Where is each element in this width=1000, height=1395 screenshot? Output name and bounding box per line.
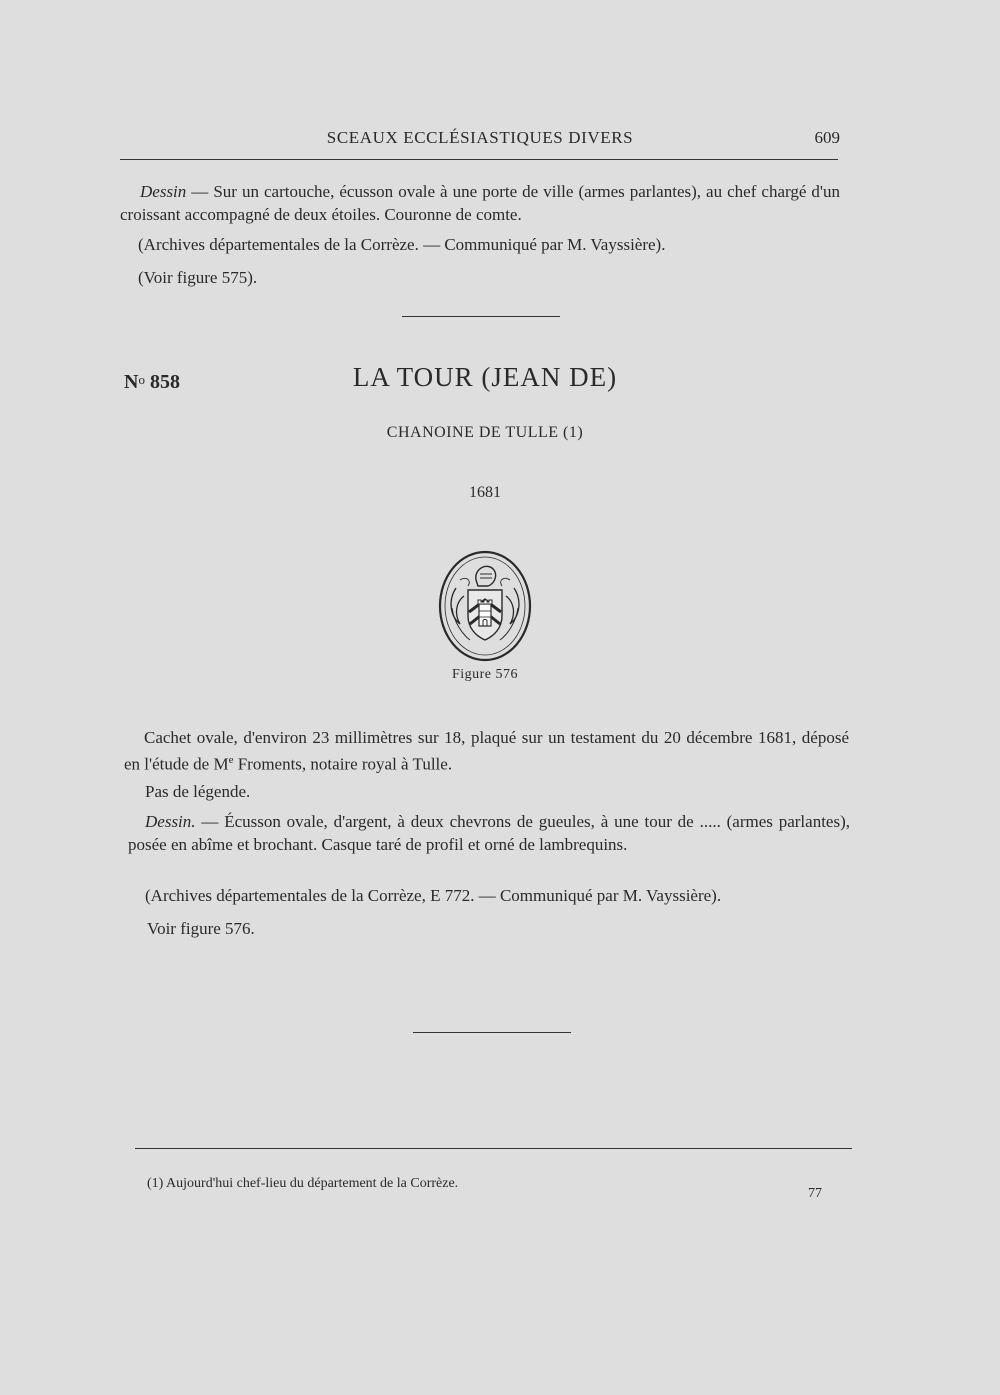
seal-illustration xyxy=(438,550,532,662)
dessin-paragraph xyxy=(128,810,850,856)
figure-reference: Voir figure 576. xyxy=(147,919,255,938)
running-title: SCEAUX ECCLÉSIASTIQUES DIVERS xyxy=(326,128,634,147)
figure-caption: Figure 576 xyxy=(451,667,519,682)
description-part-1: Cachet ovale, d'environ 23 millimètres sur 18, plaqué sur un testament du 20 décembre 1681, déposé en l'étude de M xyxy=(124,728,849,774)
page-number: 609 xyxy=(814,128,840,147)
entry-number-value: 858 xyxy=(144,371,180,393)
legend-note: Pas de légende. xyxy=(145,782,251,801)
previous-figure-reference: (Voir figure 575). xyxy=(138,268,258,287)
dessin-text: — Écusson ovale, d'argent, à deux chevrons de gueules, à une tour de ..... (armes parlantes), posée en abîme et brochant. Casque taré de profil et orné de lambrequins. xyxy=(128,812,850,854)
entry-number-prefix: N xyxy=(124,371,139,393)
dessin-text: — Sur un cartouche, écusson ovale à une porte de ville (armes parlantes), au chef chargé d'un croissant accompagné de deux étoiles. Couronne de comte. xyxy=(120,182,840,224)
dessin-label: Dessin. xyxy=(145,812,196,831)
signature-mark: 77 xyxy=(808,1186,822,1201)
header-rule xyxy=(120,159,838,160)
archives-note: (Archives départementales de la Corrèze, E 772. — Communiqué par M. Vayssière). xyxy=(145,886,722,905)
entry-subtitle: CHANOINE DE TULLE (1) xyxy=(386,424,584,441)
description-part-2: Froments, notaire royal à Tulle. xyxy=(233,754,453,774)
entry-number xyxy=(124,371,180,394)
previous-dessin-paragraph xyxy=(120,180,840,226)
description-superscript: e xyxy=(228,754,234,766)
previous-archives-note: (Archives départementales de la Corrèze. — Communiqué par M. Vayssière). xyxy=(138,235,666,254)
entry-date: 1681 xyxy=(469,484,501,501)
footnote: (1) Aujourd'hui chef-lieu du département de la Corrèze. xyxy=(147,1176,459,1191)
section-separator xyxy=(402,316,560,317)
footnote-rule xyxy=(135,1148,852,1149)
seal-description xyxy=(124,726,849,776)
dessin-label: Dessin xyxy=(140,182,187,201)
entry-title: LA TOUR (JEAN DE) xyxy=(352,362,618,392)
section-separator-bottom xyxy=(413,1032,571,1033)
entry-number-sup: o xyxy=(138,372,145,387)
